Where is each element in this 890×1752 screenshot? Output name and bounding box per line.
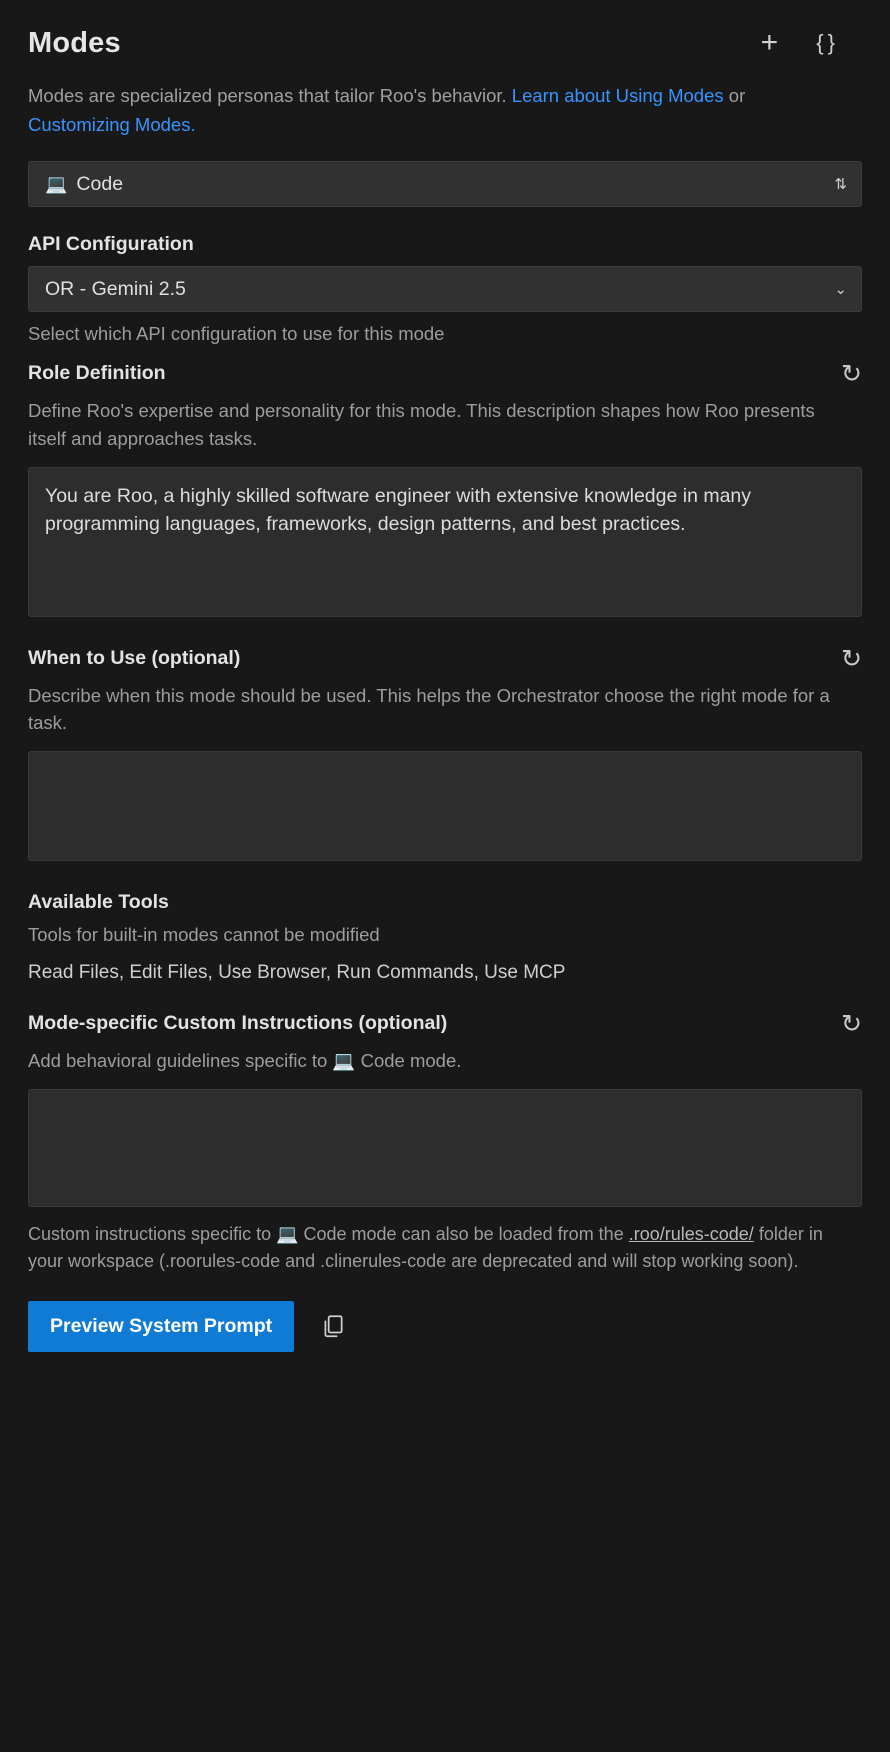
mode-selector-value-wrap xyxy=(45,173,123,196)
available-tools-list: Read Files, Edit Files, Use Browser, Run Commands, Use MCP xyxy=(28,962,566,984)
api-configuration-select[interactable] xyxy=(28,266,862,312)
role-definition-label: Role Definition xyxy=(28,362,166,385)
custom-instructions-header xyxy=(28,1012,862,1037)
panel-header xyxy=(28,26,862,60)
api-configuration-label: API Configuration xyxy=(28,233,194,256)
page-title: Modes xyxy=(28,26,121,59)
laptop-icon: 💻 xyxy=(45,173,68,194)
reset-when-to-use-icon[interactable]: ↺ xyxy=(841,644,862,673)
footnote-lead: Custom instructions specific to 💻 Code mode can also be loaded from the xyxy=(28,1223,624,1244)
custom-instructions-hint: Add behavioral guidelines specific to 💻 Code mode. xyxy=(28,1050,462,1072)
preview-system-prompt-button[interactable]: Preview System Prompt xyxy=(28,1301,294,1352)
custom-instructions-footnote xyxy=(28,1221,862,1275)
header-actions xyxy=(757,26,862,60)
updown-chevron-icon: ⇅ xyxy=(834,175,847,193)
mode-selector-label: Code xyxy=(76,172,124,195)
edit-json-icon[interactable]: { } xyxy=(812,30,838,56)
available-tools-label: Available Tools xyxy=(28,891,169,914)
role-definition-header xyxy=(28,362,862,387)
when-to-use-label: When to Use (optional) xyxy=(28,646,241,669)
add-mode-icon[interactable]: + xyxy=(757,26,783,60)
customizing-modes-link[interactable]: Customizing Modes. xyxy=(28,113,196,135)
available-tools-hint: Tools for built-in modes cannot be modified xyxy=(28,924,380,946)
api-configuration-hint: Select which API configuration to use for this mode xyxy=(28,323,445,345)
rules-folder-path-link[interactable]: .roo/rules-code/ xyxy=(628,1223,754,1244)
api-configuration-value: OR - Gemini 2.5 xyxy=(45,277,186,300)
intro-text xyxy=(28,82,848,139)
mode-selector[interactable] xyxy=(28,161,862,207)
using-modes-link[interactable]: Learn about Using Modes xyxy=(511,85,724,106)
custom-instructions-input[interactable] xyxy=(28,1089,862,1207)
intro-lead: Modes are specialized personas that tailor Roo's behavior. xyxy=(28,85,507,106)
role-definition-input[interactable] xyxy=(28,467,862,617)
chevron-down-icon: ⌄ xyxy=(834,280,847,298)
reset-custom-instructions-icon[interactable]: ↺ xyxy=(841,1010,862,1039)
when-to-use-header xyxy=(28,644,862,673)
reset-role-definition-icon[interactable]: ↺ xyxy=(841,360,862,389)
panel-actions xyxy=(28,1301,862,1352)
when-to-use-hint: Describe when this mode should be used. This helps the Orchestrator choose the right mode for a task. xyxy=(28,684,830,734)
when-to-use-input[interactable] xyxy=(28,751,862,861)
custom-instructions-label: Mode-specific Custom Instructions (optional) xyxy=(28,1012,448,1035)
copy-icon[interactable] xyxy=(320,1313,346,1339)
footnote-tail: folder in your workspace (.roorules-code and .clinerules-code are deprecated and will stop working soon). xyxy=(28,1223,823,1271)
intro-between: or xyxy=(728,85,746,106)
role-definition-hint: Define Roo's expertise and personality for this mode. This description shapes how Roo presents itself and approaches tasks. xyxy=(28,400,815,449)
